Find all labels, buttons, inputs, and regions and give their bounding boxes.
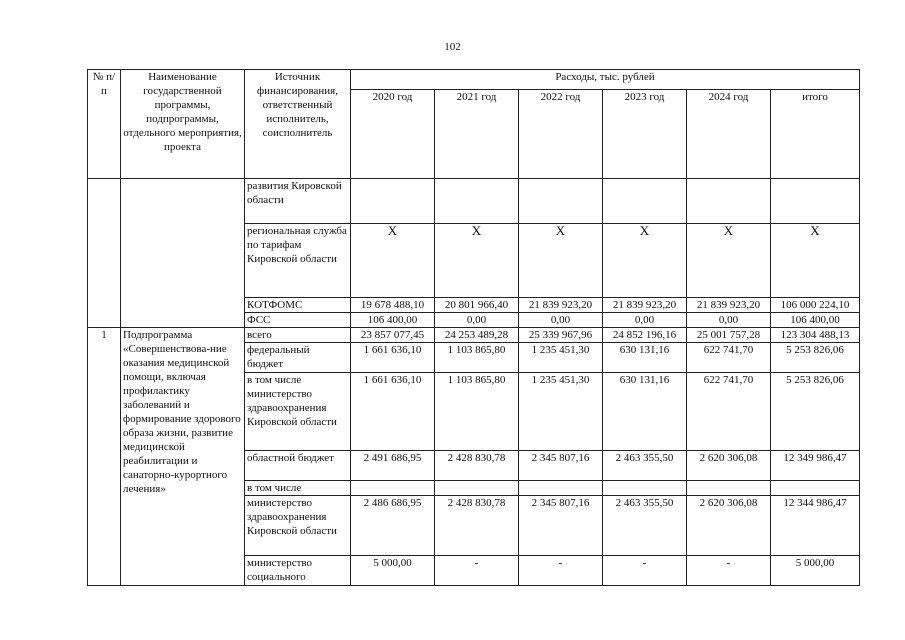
value-cell: 630 131,16 (603, 373, 687, 451)
value-cell (687, 179, 771, 224)
source-cell: областной бюджет (245, 451, 351, 481)
subprogram-name: Подпрограмма «Совершенствова-ние оказания медицинской помощи, включая профилактику заболеваний и формирование здорового образа жизни, развитие медицинской реабилитации и санаторно-курортного лечения» (121, 328, 245, 586)
x-mark: X (687, 224, 771, 298)
value-cell (519, 179, 603, 224)
value-cell: 0,00 (687, 313, 771, 328)
value-cell: 2 620 306,08 (687, 451, 771, 481)
value-cell: 2 428 830,78 (435, 451, 519, 481)
x-mark: X (603, 224, 687, 298)
value-cell: 23 857 077,45 (351, 328, 435, 343)
source-cell: министерство здравоохранения Кировской области (245, 496, 351, 556)
x-mark: X (435, 224, 519, 298)
value-cell: 2 463 355,50 (603, 496, 687, 556)
source-cell: министерство социального (245, 556, 351, 586)
value-cell: 2 486 686,95 (351, 496, 435, 556)
value-cell: 2 463 355,50 (603, 451, 687, 481)
source-cell: ФСС (245, 313, 351, 328)
x-mark: X (519, 224, 603, 298)
value-cell: 123 304 488,13 (771, 328, 860, 343)
value-cell: 20 801 966,40 (435, 298, 519, 313)
value-cell: 1 661 636,10 (351, 343, 435, 373)
value-cell: 12 344 986,47 (771, 496, 860, 556)
value-cell (603, 481, 687, 496)
value-cell: - (435, 556, 519, 586)
value-cell: 1 235 451,30 (519, 373, 603, 451)
value-cell: 24 253 489,28 (435, 328, 519, 343)
value-cell: 1 661 636,10 (351, 373, 435, 451)
table-row (88, 328, 860, 343)
header-num: № п/п (88, 70, 121, 179)
value-cell: 2 620 306,08 (687, 496, 771, 556)
value-cell: 2 491 686,95 (351, 451, 435, 481)
value-cell: 5 253 826,06 (771, 343, 860, 373)
value-cell: 106 400,00 (351, 313, 435, 328)
value-cell: 19 678 488,10 (351, 298, 435, 313)
header-name: Наименование государственной программы, подпрограммы, отдельного мероприятия, проекта (121, 70, 245, 179)
value-cell (771, 481, 860, 496)
value-cell: 2 428 830,78 (435, 496, 519, 556)
header-total: итого (771, 90, 860, 179)
header-source: Источник финансирования, ответственный исполнитель, соисполнитель (245, 70, 351, 179)
value-cell (603, 179, 687, 224)
num-cell (88, 179, 121, 328)
value-cell: 2 345 807,16 (519, 496, 603, 556)
value-cell: 630 131,16 (603, 343, 687, 373)
value-cell (435, 481, 519, 496)
value-cell (687, 481, 771, 496)
value-cell (351, 481, 435, 496)
value-cell: 5 000,00 (351, 556, 435, 586)
header-year: 2024 год (687, 90, 771, 179)
table-row (88, 179, 860, 224)
value-cell: 21 839 923,20 (687, 298, 771, 313)
header-year: 2022 год (519, 90, 603, 179)
value-cell: 1 235 451,30 (519, 343, 603, 373)
value-cell (519, 481, 603, 496)
value-cell (351, 179, 435, 224)
page-number: 102 (444, 41, 461, 53)
header-year: 2020 год (351, 90, 435, 179)
value-cell: 106 000 224,10 (771, 298, 860, 313)
value-cell: - (603, 556, 687, 586)
source-cell: в том числе (245, 481, 351, 496)
value-cell: 12 349 986,47 (771, 451, 860, 481)
x-mark: X (771, 224, 860, 298)
value-cell: 622 741,70 (687, 343, 771, 373)
value-cell: 106 400,00 (771, 313, 860, 328)
value-cell: 25 001 757,28 (687, 328, 771, 343)
value-cell: 5 253 826,06 (771, 373, 860, 451)
value-cell (435, 179, 519, 224)
source-cell: всего (245, 328, 351, 343)
header-year: 2021 год (435, 90, 519, 179)
budget-table (87, 69, 860, 586)
value-cell: 21 839 923,20 (603, 298, 687, 313)
value-cell: 1 103 865,80 (435, 373, 519, 451)
value-cell: 0,00 (435, 313, 519, 328)
source-cell: федеральный бюджет (245, 343, 351, 373)
value-cell: 2 345 807,16 (519, 451, 603, 481)
name-cell (121, 179, 245, 328)
value-cell: 5 000,00 (771, 556, 860, 586)
table-body (88, 70, 860, 586)
source-cell: в том числе министерство здравоохранения Кировской области (245, 373, 351, 451)
source-cell: развития Кировской области (245, 179, 351, 224)
header-expenses: Расходы, тыс. рублей (351, 70, 860, 90)
value-cell: - (519, 556, 603, 586)
source-cell: КОТФОМС (245, 298, 351, 313)
x-mark: X (351, 224, 435, 298)
header-year: 2023 год (603, 90, 687, 179)
value-cell: 21 839 923,20 (519, 298, 603, 313)
value-cell: 1 103 865,80 (435, 343, 519, 373)
value-cell (771, 179, 860, 224)
value-cell: 25 339 967,96 (519, 328, 603, 343)
subprogram-num: 1 (88, 328, 121, 586)
value-cell: 0,00 (603, 313, 687, 328)
value-cell: - (687, 556, 771, 586)
source-cell: региональная служба по тарифам Кировской области (245, 224, 351, 298)
value-cell: 0,00 (519, 313, 603, 328)
value-cell: 24 852 196,16 (603, 328, 687, 343)
value-cell: 622 741,70 (687, 373, 771, 451)
